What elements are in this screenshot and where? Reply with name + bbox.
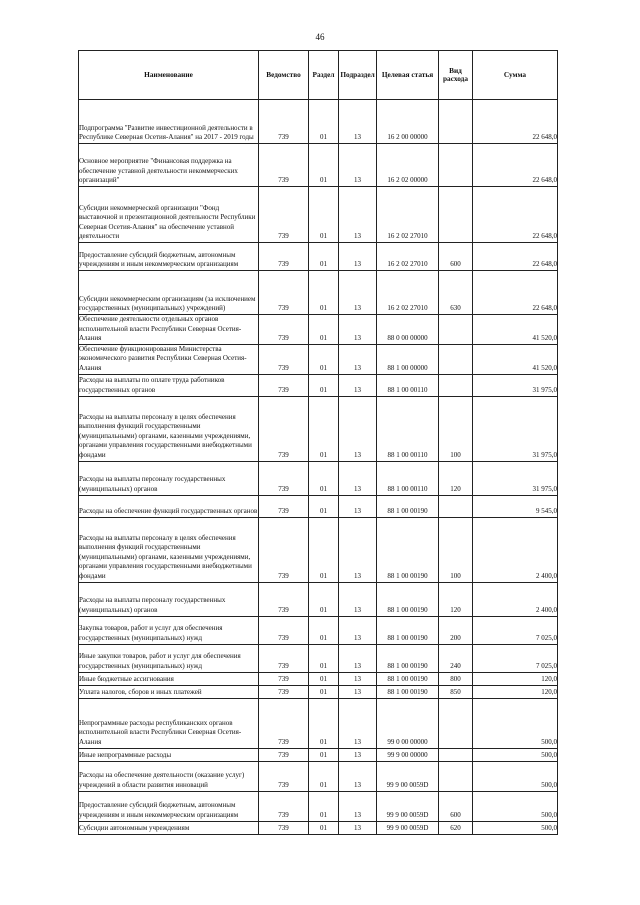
cell-dept: 739 [259, 672, 309, 685]
budget-table [78, 50, 558, 835]
cell-subsection: 13 [339, 100, 377, 144]
cell-amount: 7 025,0 [473, 616, 558, 644]
cell-name: Расходы на обеспечение деятельности (оказание услуг) учреждений в области развития инноваций [79, 761, 259, 791]
table-row [79, 791, 558, 821]
cell-subsection: 13 [339, 791, 377, 821]
cell-target: 88 0 00 00000 [377, 315, 439, 345]
cell-name: Предоставление субсидий бюджетным, автономным учреждениям и иным некоммерческим организациям [79, 243, 259, 271]
cell-amount: 31 975,0 [473, 396, 558, 461]
cell-target: 16 2 02 27010 [377, 243, 439, 271]
cell-amount: 500,0 [473, 761, 558, 791]
cell-amount: 22 648,0 [473, 144, 558, 187]
cell-section: 01 [309, 761, 339, 791]
cell-name: Иные непрограммные расходы [79, 748, 259, 761]
cell-section: 01 [309, 243, 339, 271]
cell-target: 88 1 00 00110 [377, 461, 439, 495]
cell-section: 01 [309, 187, 339, 243]
cell-subsection: 13 [339, 644, 377, 672]
cell-amount: 41 520,0 [473, 344, 558, 374]
cell-dept: 739 [259, 374, 309, 396]
cell-kind: 100 [439, 396, 473, 461]
cell-dept: 739 [259, 616, 309, 644]
cell-amount: 31 975,0 [473, 374, 558, 396]
cell-subsection: 13 [339, 685, 377, 698]
cell-section: 01 [309, 144, 339, 187]
cell-dept: 739 [259, 644, 309, 672]
cell-section: 01 [309, 685, 339, 698]
cell-target: 88 1 00 00000 [377, 344, 439, 374]
cell-amount: 22 648,0 [473, 271, 558, 315]
cell-section: 01 [309, 271, 339, 315]
cell-subsection: 13 [339, 396, 377, 461]
cell-kind: 120 [439, 582, 473, 616]
cell-subsection: 13 [339, 616, 377, 644]
cell-name: Субсидии некоммерческим организациям (за исключением государственных (муниципальных) учреждений) [79, 271, 259, 315]
cell-target: 16 2 02 27010 [377, 187, 439, 243]
cell-kind [439, 315, 473, 345]
cell-name: Подпрограмма "Развитие инвестиционной деятельности в Республике Северная Осетия-Алания" на 2017 - 2019 годы [79, 100, 259, 144]
cell-section: 01 [309, 698, 339, 748]
cell-dept: 739 [259, 271, 309, 315]
table-row [79, 315, 558, 345]
cell-dept: 739 [259, 495, 309, 517]
cell-subsection: 13 [339, 144, 377, 187]
cell-kind: 100 [439, 517, 473, 582]
cell-section: 01 [309, 495, 339, 517]
cell-amount: 22 648,0 [473, 243, 558, 271]
cell-target: 88 1 00 00190 [377, 616, 439, 644]
cell-dept: 739 [259, 748, 309, 761]
cell-section: 01 [309, 100, 339, 144]
cell-amount: 22 648,0 [473, 187, 558, 243]
cell-kind [439, 748, 473, 761]
cell-name: Закупка товаров, работ и услуг для обеспечения государственных (муниципальных) нужд [79, 616, 259, 644]
cell-subsection: 13 [339, 582, 377, 616]
cell-kind: 120 [439, 461, 473, 495]
table-row [79, 761, 558, 791]
cell-kind [439, 761, 473, 791]
cell-dept: 739 [259, 685, 309, 698]
table-header-row [79, 51, 558, 100]
cell-kind: 630 [439, 271, 473, 315]
cell-kind: 850 [439, 685, 473, 698]
cell-name: Иные закупки товаров, работ и услуг для обеспечения государственных (муниципальных) нужд [79, 644, 259, 672]
table-row [79, 344, 558, 374]
cell-kind [439, 100, 473, 144]
cell-kind [439, 374, 473, 396]
cell-subsection: 13 [339, 495, 377, 517]
cell-kind [439, 495, 473, 517]
cell-subsection: 13 [339, 315, 377, 345]
cell-kind [439, 698, 473, 748]
cell-target: 99 9 00 00000 [377, 748, 439, 761]
cell-dept: 739 [259, 315, 309, 345]
cell-dept: 739 [259, 791, 309, 821]
header-kind: Вид расхода [439, 51, 473, 100]
cell-target: 99 9 00 0059D [377, 761, 439, 791]
cell-name: Расходы на выплаты персоналу государственных (муниципальных) органов [79, 582, 259, 616]
table-row [79, 100, 558, 144]
cell-name: Обеспечение деятельности отдельных органов исполнительной власти Республики Северная Осетия-Алания [79, 315, 259, 345]
cell-kind: 600 [439, 791, 473, 821]
cell-amount: 7 025,0 [473, 644, 558, 672]
cell-target: 99 9 00 0059D [377, 821, 439, 834]
cell-section: 01 [309, 644, 339, 672]
cell-target: 16 2 02 27010 [377, 271, 439, 315]
table-row [79, 698, 558, 748]
cell-name: Расходы на выплаты персоналу государственных (муниципальных) органов [79, 461, 259, 495]
cell-target: 16 2 02 00000 [377, 144, 439, 187]
table-row [79, 748, 558, 761]
cell-name: Уплата налогов, сборов и иных платежей [79, 685, 259, 698]
cell-target: 99 0 00 00000 [377, 698, 439, 748]
cell-dept: 739 [259, 698, 309, 748]
cell-dept: 739 [259, 344, 309, 374]
cell-kind [439, 144, 473, 187]
table-row [79, 821, 558, 834]
cell-dept: 739 [259, 821, 309, 834]
cell-dept: 739 [259, 144, 309, 187]
table-row [79, 271, 558, 315]
cell-dept: 739 [259, 187, 309, 243]
cell-subsection: 13 [339, 698, 377, 748]
cell-section: 01 [309, 748, 339, 761]
cell-amount: 120,0 [473, 685, 558, 698]
cell-subsection: 13 [339, 761, 377, 791]
cell-section: 01 [309, 396, 339, 461]
cell-subsection: 13 [339, 271, 377, 315]
cell-dept: 739 [259, 396, 309, 461]
cell-name: Расходы на обеспечение функций государственных органов [79, 495, 259, 517]
cell-name: Основное мероприятие "Финансовая поддержка на обеспечение уставной деятельности некоммерческих организаций" [79, 144, 259, 187]
cell-subsection: 13 [339, 821, 377, 834]
cell-section: 01 [309, 374, 339, 396]
cell-amount: 41 520,0 [473, 315, 558, 345]
cell-amount: 31 975,0 [473, 461, 558, 495]
cell-dept: 739 [259, 517, 309, 582]
table-row [79, 616, 558, 644]
cell-name: Непрограммные расходы республиканских органов исполнительной власти Республики Северная Осетия-Алания [79, 698, 259, 748]
cell-section: 01 [309, 672, 339, 685]
cell-name: Субсидии автономным учреждениям [79, 821, 259, 834]
cell-subsection: 13 [339, 374, 377, 396]
cell-section: 01 [309, 517, 339, 582]
cell-dept: 739 [259, 761, 309, 791]
cell-section: 01 [309, 616, 339, 644]
table-row [79, 144, 558, 187]
header-section: Раздел [309, 51, 339, 100]
header-subsection: Подраздел [339, 51, 377, 100]
cell-amount: 500,0 [473, 698, 558, 748]
cell-subsection: 13 [339, 517, 377, 582]
cell-amount: 2 400,0 [473, 517, 558, 582]
cell-name: Обеспечение функционирования Министерства экономического развития Республики Северная Осетия-Алания [79, 344, 259, 374]
cell-target: 88 1 00 00190 [377, 685, 439, 698]
table-row [79, 495, 558, 517]
cell-target: 88 1 00 00110 [377, 396, 439, 461]
header-target: Целевая статья [377, 51, 439, 100]
cell-target: 99 9 00 0059D [377, 791, 439, 821]
cell-name: Субсидии некоммерческой организации "Фонд выставочной и презентационной деятельности Республики Северная Осетия-Алания" на обеспечение уставной деятельности [79, 187, 259, 243]
cell-subsection: 13 [339, 243, 377, 271]
cell-amount: 9 545,0 [473, 495, 558, 517]
cell-target: 88 1 00 00190 [377, 582, 439, 616]
header-amount: Сумма [473, 51, 558, 100]
cell-target: 88 1 00 00110 [377, 374, 439, 396]
cell-section: 01 [309, 582, 339, 616]
cell-name: Расходы на выплаты персоналу в целях обеспечения выполнения функций государственными (муниципальными) органами, казенными учреждениями, органами управления государственными внебюджетными фондами [79, 396, 259, 461]
header-name: Наименование [79, 51, 259, 100]
table-row [79, 517, 558, 582]
cell-target: 88 1 00 00190 [377, 495, 439, 517]
table-row [79, 374, 558, 396]
table-row [79, 644, 558, 672]
cell-target: 88 1 00 00190 [377, 672, 439, 685]
cell-kind [439, 187, 473, 243]
cell-amount: 500,0 [473, 748, 558, 761]
cell-target: 88 1 00 00190 [377, 644, 439, 672]
cell-subsection: 13 [339, 461, 377, 495]
table-row [79, 243, 558, 271]
table-row [79, 187, 558, 243]
page-number: 46 [315, 32, 325, 42]
table-row [79, 461, 558, 495]
cell-kind: 200 [439, 616, 473, 644]
cell-section: 01 [309, 821, 339, 834]
cell-name: Иные бюджетные ассигнования [79, 672, 259, 685]
cell-section: 01 [309, 344, 339, 374]
cell-subsection: 13 [339, 748, 377, 761]
table-row [79, 685, 558, 698]
cell-section: 01 [309, 461, 339, 495]
cell-kind [439, 344, 473, 374]
table-row [79, 582, 558, 616]
cell-kind: 620 [439, 821, 473, 834]
cell-kind: 240 [439, 644, 473, 672]
cell-subsection: 13 [339, 672, 377, 685]
cell-section: 01 [309, 315, 339, 345]
cell-amount: 500,0 [473, 821, 558, 834]
cell-amount: 500,0 [473, 791, 558, 821]
table-row [79, 396, 558, 461]
cell-kind: 800 [439, 672, 473, 685]
cell-dept: 739 [259, 582, 309, 616]
cell-subsection: 13 [339, 187, 377, 243]
table-row [79, 672, 558, 685]
header-dept: Ведомство [259, 51, 309, 100]
cell-dept: 739 [259, 243, 309, 271]
cell-subsection: 13 [339, 344, 377, 374]
cell-name: Предоставление субсидий бюджетным, автономным учреждениям и иным некоммерческим организациям [79, 791, 259, 821]
cell-name: Расходы на выплаты персоналу в целях обеспечения выполнения функций государственными (муниципальными) органами, казенными учреждениями, органами управления государственными внебюджетными фондами [79, 517, 259, 582]
cell-name: Расходы на выплаты по оплате труда работников государственных органов [79, 374, 259, 396]
cell-target: 88 1 00 00190 [377, 517, 439, 582]
cell-section: 01 [309, 791, 339, 821]
cell-amount: 2 400,0 [473, 582, 558, 616]
cell-dept: 739 [259, 461, 309, 495]
cell-amount: 120,0 [473, 672, 558, 685]
cell-dept: 739 [259, 100, 309, 144]
cell-target: 16 2 00 00000 [377, 100, 439, 144]
table-body [79, 100, 558, 835]
cell-amount: 22 648,0 [473, 100, 558, 144]
cell-kind: 600 [439, 243, 473, 271]
